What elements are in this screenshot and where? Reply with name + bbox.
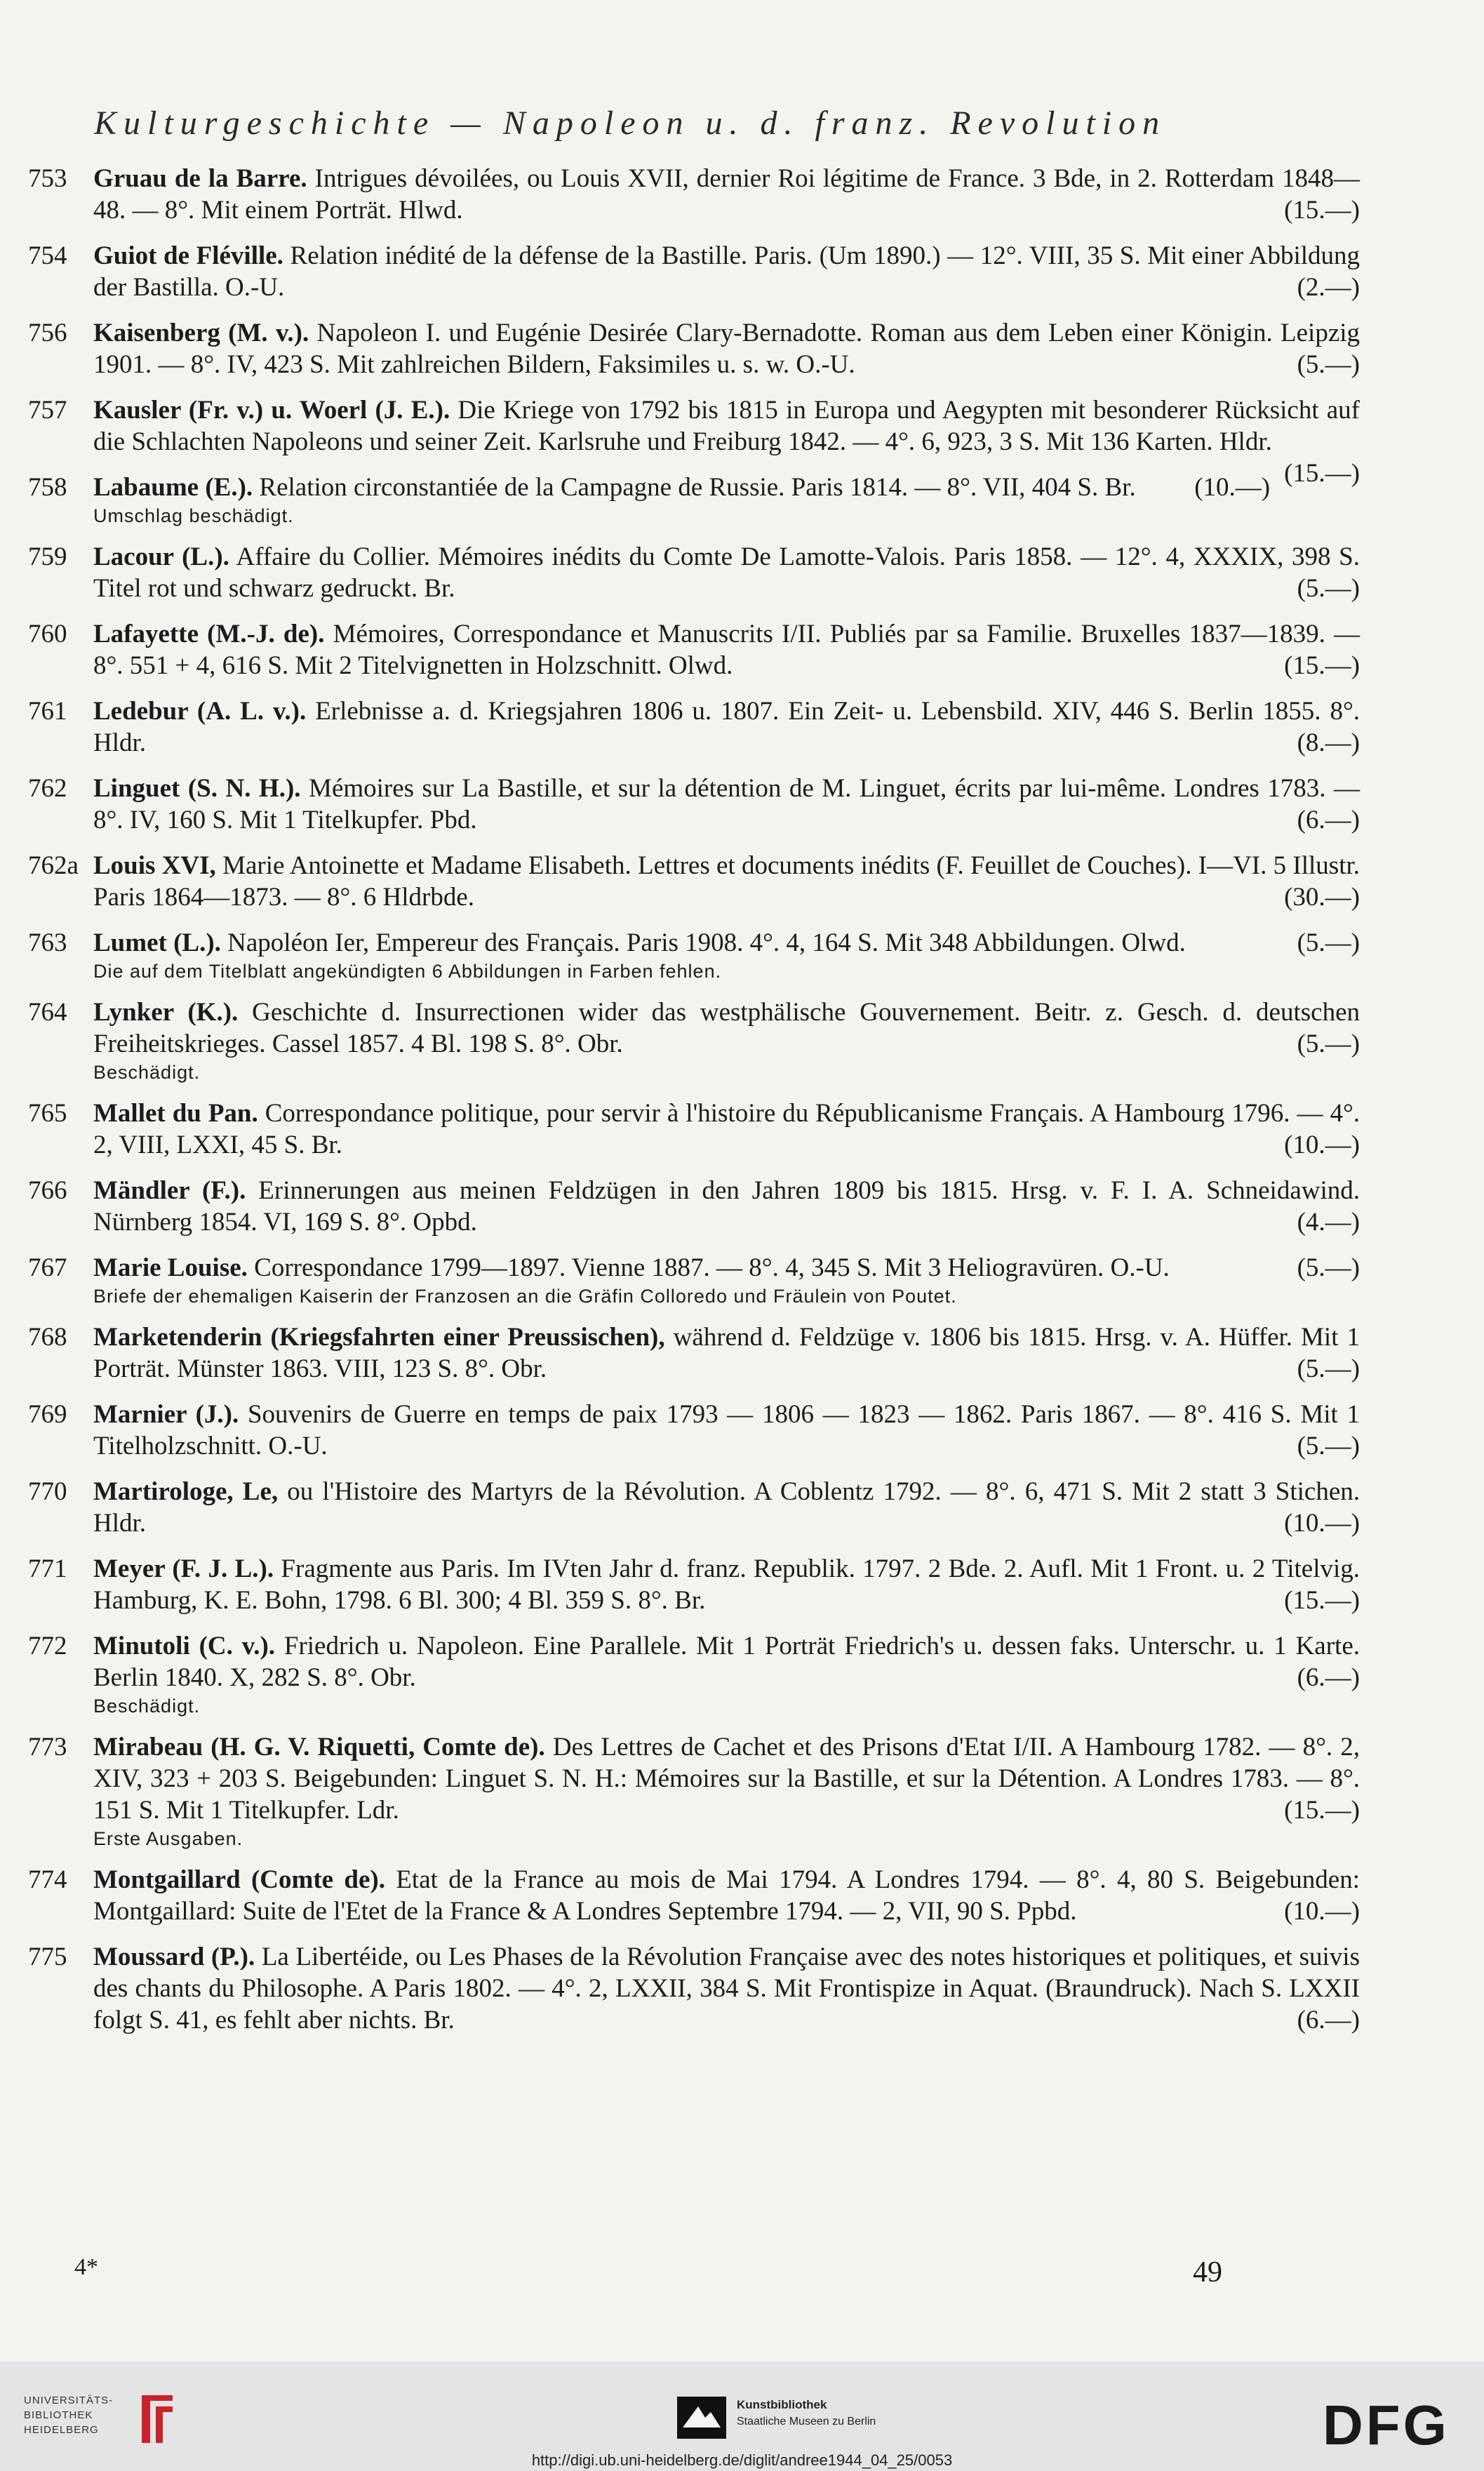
catalog-entry — [28, 618, 1361, 681]
entry-description: ou l'Histoire des Martyrs de la Révolution. A Coblentz 1792. — 8°. 6, 471 S. Mit 2 statt 3 Stichen. Hldr. — [93, 1477, 1360, 1538]
entry-author: Montgaillard (Comte de). — [93, 1865, 385, 1894]
entry-note: Briefe der ehemaligen Kaiserin der Franzosen an die Gräfin Colloredo und Fräulein von Poutet. — [93, 1286, 957, 1307]
entry-note: Beschädigt. — [93, 1696, 201, 1717]
entry-number: 761 — [28, 697, 67, 726]
entry-price: (10.—) — [1284, 1897, 1360, 1926]
catalog-entry — [28, 472, 1333, 527]
entry-body — [93, 850, 1360, 913]
entry-note: Beschädigt. — [93, 1062, 201, 1083]
entry-description: Correspondance 1799—1897. Vienne 1887. — 8°. 4, 345 S. Mit 3 Heliogravüren. O.-U. — [254, 1253, 1170, 1282]
entry-price: (4.—) — [1297, 1208, 1360, 1237]
entry-price: (5.—) — [1297, 1030, 1360, 1058]
catalog-entry — [28, 850, 1361, 913]
entry-number: 773 — [28, 1733, 67, 1761]
entry-number: 754 — [28, 241, 67, 270]
entry-author: Marketenderin (Kriegsfahrten einer Preussischen), — [93, 1323, 665, 1352]
kunstbibliothek-label — [737, 2397, 876, 2430]
entry-body — [93, 1553, 1360, 1616]
entry-author: Guiot de Fléville. — [93, 241, 283, 270]
catalog-entry — [28, 1864, 1361, 1927]
entry-author: Lumet (L.). — [93, 928, 221, 957]
catalog-entry — [28, 1476, 1360, 1539]
catalog-entry — [28, 773, 1361, 836]
entry-number: 762a — [28, 851, 79, 880]
entry-price: (2.—) — [1297, 273, 1360, 302]
entry-body — [93, 618, 1360, 681]
entry-body — [93, 1731, 1360, 1826]
entry-number: 767 — [28, 1253, 67, 1282]
page-number: 49 — [1193, 2256, 1222, 2289]
entry-author: Louis XVI, — [93, 851, 216, 880]
dfg-logo-icon[interactable]: DFG — [1323, 2394, 1450, 2456]
entry-description: Marie Antoinette et Madame Elisabeth. Lettres et documents inédits (F. Feuillet de Couches). I—VI. 5 Illustr. Paris 1864—1873. — 8°. 6 Hldrbde. — [93, 851, 1361, 912]
entry-author: Minutoli (C. v.). — [93, 1632, 276, 1660]
entry-price: (15.—) — [1284, 1586, 1360, 1615]
entry-author: Moussard (P.). — [93, 1943, 255, 1971]
entry-description: Fragmente aus Paris. Im IVten Jahr d. franz. Republik. 1797. 2 Bde. 2. Aufl. Mit 1 Front. u. 2 Titelvig. Hamburg, K. E. Bohn, 1798. 6 Bl. 300; 4 Bl. 359 S. 8°. Br. — [93, 1554, 1361, 1615]
catalog-entry — [28, 997, 1360, 1084]
entry-author: Ledebur (A. L. v.). — [93, 697, 307, 726]
entry-number: 756 — [28, 319, 67, 347]
entry-price: (10.—) — [1194, 473, 1271, 502]
entry-body — [93, 472, 1360, 503]
entry-author: Linguet (S. N. H.). — [93, 774, 301, 803]
source-url[interactable]: http://digi.ub.uni-heidelberg.de/diglit/andree1944_04_25/0053 — [531, 2451, 953, 2469]
entry-author: Mallet du Pan. — [93, 1099, 258, 1128]
entry-description: Correspondance politique, pour servir à l'histoire du Républicanisme Français. A Hambourg 1796. — 4°. 2, VIII, LXXI, 45 S. Br. — [93, 1099, 1361, 1159]
entry-description: Napoleon I. und Eugénie Desirée Clary-Bernadotte. Roman aus dem Leben einer Königin. Leipzig 1901. — 8°. IV, 423 S. Mit zahlreichen Bildern, Faksimiles u. s. w. O.-U. — [93, 319, 1361, 379]
kb-title: Kunstbibliothek — [737, 2398, 827, 2411]
entry-number: 769 — [28, 1400, 67, 1429]
entry-number: 762 — [28, 774, 67, 803]
catalog-entry — [28, 1399, 1361, 1462]
entry-author: Martirologe, Le, — [93, 1477, 279, 1506]
entry-note: Erste Ausgaben. — [93, 1828, 243, 1849]
entry-price: (5.—) — [1297, 574, 1360, 603]
entry-author: Mändler (F.). — [93, 1176, 246, 1205]
entry-author: Kausler (Fr. v.) u. Woerl (J. E.). — [93, 396, 450, 425]
entry-author: Kaisenberg (M. v.). — [93, 319, 309, 347]
entry-description: Intrigues dévoilées, ou Louis XVII, dernier Roi légitime de France. 3 Bde, in 2. Rotterdam 1848—48. — 8°. Mit einem Porträt. Hlwd. — [93, 164, 1361, 225]
entry-note: Umschlag beschädigt. — [93, 505, 294, 526]
entry-price: (8.—) — [1297, 728, 1360, 757]
entry-price: (5.—) — [1297, 1354, 1360, 1383]
entry-description: Affaire du Collier. Mémoires inédits du Comte De Lamotte-Valois. Paris 1858. — 12°. 4, XXXIX, 398 S. Titel rot und schwarz gedruckt. Br. — [93, 542, 1360, 603]
catalog-entry — [28, 541, 1360, 604]
entry-author: Labaume (E.). — [93, 473, 253, 502]
entry-description: Die Kriege von 1792 bis 1815 in Europa und Aegypten mit besonderer Rücksicht auf die Schlachten Napoleons und seiner Zeit. Karlsruhe und Freiburg 1842. — 4°. 6, 923, 3 S. Mit 136 Karten. Hldr. — [93, 396, 1360, 456]
entry-author: Lafayette (M.-J. de). — [93, 620, 325, 648]
entry-author: Mirabeau (H. G. V. Riquetti, Comte de). — [93, 1733, 545, 1761]
entry-body — [93, 1941, 1360, 2036]
entry-number: 753 — [28, 164, 67, 193]
signature-mark: 4* — [74, 2254, 98, 2280]
entry-price: (30.—) — [1284, 883, 1360, 912]
entry-body — [93, 1476, 1360, 1539]
catalog-entry — [28, 1252, 1360, 1307]
catalog-entry — [28, 1630, 1360, 1717]
catalog-entry — [28, 240, 1361, 303]
entry-number: 774 — [28, 1865, 67, 1894]
catalog-entry — [28, 1098, 1361, 1161]
entry-description: La Libertéide, ou Les Phases de la Révolution Française avec des notes historiques et politiques, et suivis des chants du Philosophe. A Paris 1802. — 4°. 2, LXXII, 384 S. Mit Frontispize in Aquat. (Braundruck). Nach S. LXXII folgt S. 41, es fehlt aber nichts. Br. — [93, 1943, 1360, 2034]
entry-number: 772 — [28, 1632, 67, 1660]
entry-body — [93, 1630, 1360, 1693]
entry-description: Souvenirs de Guerre en temps de paix 1793 — 1806 — 1823 — 1862. Paris 1867. — 8°. 416 S. Mit 1 Titelholzschnitt. O.-U. — [93, 1400, 1361, 1460]
entry-number: 770 — [28, 1477, 67, 1506]
entry-body — [93, 997, 1360, 1060]
entry-body — [93, 695, 1360, 759]
entry-body — [93, 541, 1360, 604]
entry-body — [93, 163, 1360, 226]
entry-number: 764 — [28, 998, 67, 1027]
entry-number: 763 — [28, 928, 67, 957]
entry-price: (5.—) — [1297, 1253, 1360, 1282]
entry-price: (15.—) — [1284, 1796, 1360, 1825]
entry-body — [93, 927, 1360, 959]
kb-subtitle: Staatliche Museen zu Berlin — [737, 2416, 876, 2427]
entry-body — [93, 240, 1360, 303]
entry-description: Mémoires, Correspondance et Manuscrits I/II. Publiés par sa Familie. Bruxelles 1837—1839. — 8°. 551 + 4, 616 S. Mit 2 Titelvignetten in Holzschnitt. Olwd. — [93, 620, 1361, 680]
entry-author: Lynker (K.). — [93, 998, 239, 1027]
entry-number: 758 — [28, 473, 67, 502]
entry-description: Erlebnisse a. d. Kriegsjahren 1806 u. 1807. Ein Zeit- u. Lebensbild. XIV, 446 S. Berlin 1855. 8°. Hldr. — [93, 697, 1360, 757]
entry-description: Mémoires sur La Bastille, et sur la détention de M. Linguet, écrits par lui-même. Londres 1783. — 8°. IV, 160 S. Mit 1 Titelkupfer. Pbd. — [93, 774, 1361, 834]
entry-number: 765 — [28, 1099, 67, 1128]
entry-description: Friedrich u. Napoleon. Eine Parallele. Mit 1 Porträt Friedrich's u. dessen faks. Unterschr. u. 1 Karte. Berlin 1840. X, 282 S. 8°. Obr. — [93, 1632, 1360, 1692]
entry-number: 766 — [28, 1176, 67, 1205]
entry-body — [93, 773, 1360, 836]
entry-price: (15.—) — [1284, 651, 1360, 680]
entry-author: Meyer (F. J. L.). — [93, 1554, 274, 1583]
ub-heidelberg-logo-icon[interactable] — [135, 2390, 180, 2449]
entry-body — [93, 1175, 1360, 1238]
kunstbibliothek-logo-icon[interactable] — [677, 2397, 726, 2439]
catalog-entry — [28, 1321, 1361, 1385]
entry-price: (5.—) — [1297, 1432, 1360, 1460]
entry-price: (6.—) — [1297, 806, 1360, 834]
entry-body — [93, 1399, 1360, 1462]
entry-number: 760 — [28, 620, 67, 648]
entry-description: Relation circonstantiée de la Campagne de Russie. Paris 1814. — 8°. VII, 404 S. Br. — [259, 473, 1136, 502]
catalog-entry — [28, 1731, 1360, 1850]
entry-price: (15.—) — [1284, 196, 1360, 225]
entry-description: während d. Feldzüge v. 1806 bis 1815. Hrsg. v. A. Hüffer. Mit 1 Porträt. Münster 1863. VIII, 123 S. 8°. Obr. — [93, 1323, 1361, 1383]
catalog-entry — [28, 927, 1360, 983]
running-head: Kulturgeschichte — Napoleon u. d. franz. Revolution — [94, 105, 1167, 142]
catalog-entries — [28, 163, 1361, 2050]
entry-number: 759 — [28, 542, 67, 571]
entry-price: (5.—) — [1297, 350, 1360, 379]
entry-description: Etat de la France au mois de Mai 1794. A Londres 1794. — 8°. 4, 80 S. Beigebunden: Montgaillard: Suite de l'Etet de la France & A Londres Septembre 1794. — 2, VII, 90 S. Ppbd. — [93, 1865, 1361, 1926]
entry-body — [93, 1252, 1360, 1284]
entry-number: 771 — [28, 1554, 67, 1583]
entry-number: 775 — [28, 1943, 67, 1971]
entry-author: Lacour (L.). — [93, 542, 229, 571]
entry-body — [93, 1098, 1360, 1161]
catalog-entry — [28, 1553, 1361, 1616]
entry-body — [93, 317, 1360, 380]
catalog-entry — [28, 163, 1361, 226]
entry-price: (10.—) — [1284, 1509, 1360, 1538]
entry-body — [93, 1864, 1360, 1927]
entry-note: Die auf dem Titelblatt angekündigten 6 Abbildungen in Farben fehlen. — [93, 961, 722, 982]
catalog-entry — [28, 695, 1360, 759]
entry-number: 768 — [28, 1323, 67, 1352]
footer-bar — [0, 2362, 1484, 2471]
entry-description: Napoléon Ier, Empereur des Français. Paris 1908. 4°. 4, 164 S. Mit 348 Abbildungen. Olwd. — [227, 928, 1186, 957]
entry-price: (15.—) — [1284, 459, 1360, 488]
entry-description: Geschichte d. Insurrectionen wider das westphälische Gouvernement. Beitr. z. Gesch. d. deutschen Freiheitskrieges. Cassel 1857. 4 Bl. 198 S. 8°. Obr. — [93, 998, 1360, 1058]
catalog-entry — [28, 317, 1361, 380]
entry-number: 757 — [28, 396, 67, 425]
entry-description: Erinnerungen aus meinen Feldzügen in den Jahren 1809 bis 1815. Hrsg. v. F. I. A. Schneidawind. Nürnberg 1854. VI, 169 S. 8°. Opbd. — [93, 1176, 1360, 1237]
entry-body — [93, 1321, 1360, 1385]
entry-price: (6.—) — [1297, 1663, 1360, 1692]
entry-price: (6.—) — [1297, 2006, 1360, 2034]
entry-description: Des Lettres de Cachet et des Prisons d'Etat I/II. A Hambourg 1782. — 8°. 2, XIV, 323 + 203 S. Beigebunden: Linguet S. N. H.: Mémoires sur la Bastille, et sur la Détention. A Londres 1783. — 8°. 151 S. Mit 1 Titelkupfer. Ldr. — [93, 1733, 1360, 1825]
entry-description: Relation inédité de la défense de la Bastille. Paris. (Um 1890.) — 12°. VIII, 35 S. Mit einer Abbildung der Bastilla. O.-U. — [93, 241, 1361, 302]
entry-price: (10.—) — [1284, 1131, 1360, 1159]
entry-price: (5.—) — [1297, 928, 1360, 957]
entry-author: Marnier (J.). — [93, 1400, 239, 1429]
ub-heidelberg-label: UNIVERSITÄTS- BIBLIOTHEK HEIDELBERG — [24, 2395, 114, 2436]
entry-author: Gruau de la Barre. — [93, 164, 307, 193]
catalog-entry — [28, 1941, 1360, 2036]
entry-author: Marie Louise. — [93, 1253, 248, 1282]
catalog-entry — [28, 1175, 1360, 1238]
